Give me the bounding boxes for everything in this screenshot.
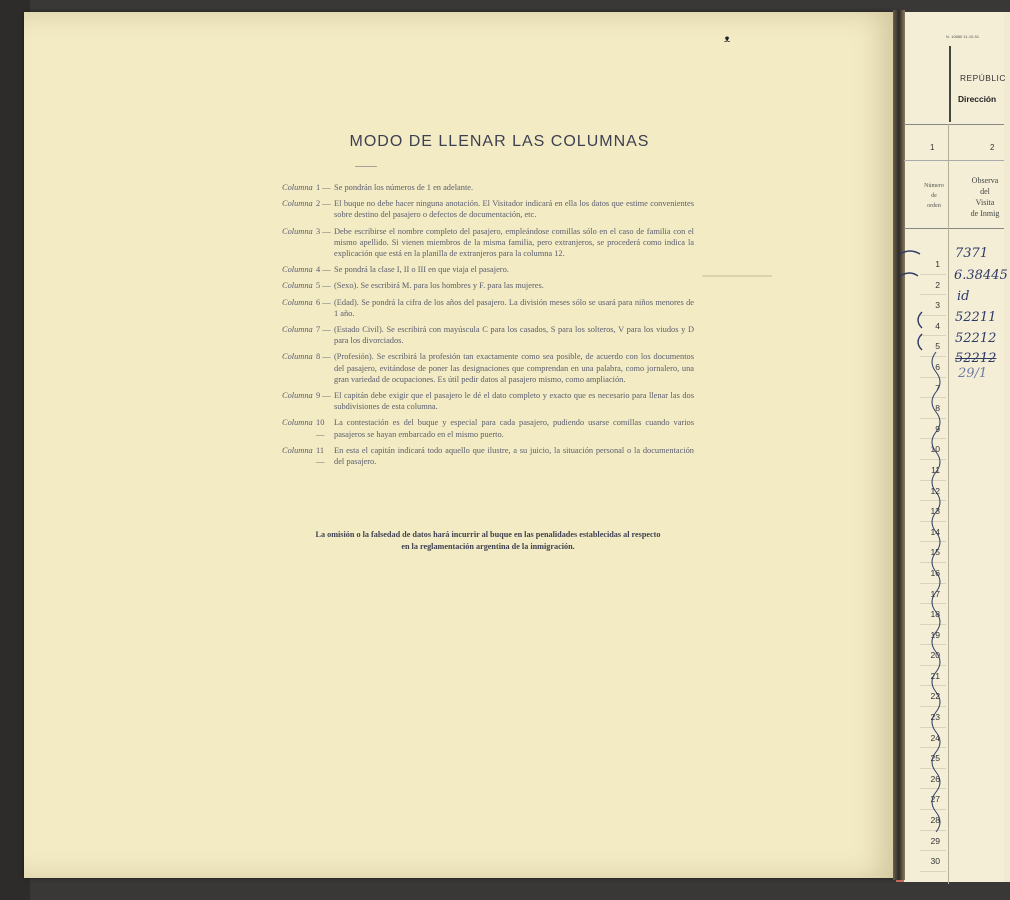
row-number: 1	[920, 254, 946, 275]
handwritten-marks	[896, 240, 956, 860]
header-word: del	[980, 187, 990, 196]
row-number: 25	[920, 748, 946, 769]
table-rule	[904, 160, 1004, 161]
column-label: Columna	[282, 418, 313, 428]
header-word: Observa	[971, 176, 999, 185]
direction-heading: Dirección	[958, 94, 997, 104]
instructions-list	[282, 182, 694, 472]
instruction-text: Se pondrán los números de 1 en adelante.	[334, 183, 474, 192]
ink-stroke	[932, 352, 940, 832]
column-label: Columna	[282, 325, 313, 335]
column-label: Columna	[282, 445, 313, 455]
column-number: 8 —	[316, 352, 331, 362]
row-number: 6	[920, 357, 946, 378]
row-number: 15	[920, 542, 946, 563]
row-number: 26	[920, 769, 946, 790]
column-label: Columna	[282, 352, 313, 362]
instruction-row	[282, 390, 694, 412]
column-number: 6 —	[316, 297, 331, 307]
row-number: 22	[920, 686, 946, 707]
row-number: 17	[920, 584, 946, 605]
row-number: 29	[920, 831, 946, 852]
penalty-notice-line-1: La omisión o la falsedad de datos hará incurrir al buque en las penalidades establecidas al respecto	[315, 530, 661, 539]
instruction-row	[282, 324, 694, 346]
column-number: 1 —	[316, 183, 331, 192]
penalty-notice	[290, 529, 686, 553]
row-number: 21	[920, 666, 946, 687]
page-title: MODO DE LLENAR LAS COLUMNAS	[349, 133, 650, 150]
instruction-row	[282, 226, 694, 260]
ink-stroke	[900, 273, 918, 276]
header-word: Visita	[975, 198, 995, 207]
column-number: 7 —	[316, 325, 331, 335]
ink-stroke	[918, 334, 922, 350]
row-number: 12	[920, 481, 946, 502]
row-number: 28	[920, 810, 946, 831]
instruction-text: (Profesión). Se escribirá la profesión tan exactamente como sea posible, de acuerdo con los documentos del pasajero, evitándose de poner las designaciones que comprendan en una palabra, como jornalero, una gran variedad de ocupaciones. Es útil pedir datos al pasajero mismo, como ampliación.	[334, 352, 694, 384]
row-number: 13	[920, 501, 946, 522]
instruction-row	[282, 445, 694, 467]
header-word: de Inmig	[970, 209, 1000, 218]
instruction-row	[282, 280, 694, 291]
instruction-row	[282, 182, 694, 193]
column-number-1: 1	[930, 143, 935, 152]
header-word: Número	[924, 183, 944, 189]
instruction-text: La contestación es del buque y especial para cada pasajero, pudiendo usarse comillas cuando varios pasajeros se hayan embarcado en el mismo puerto.	[334, 418, 694, 439]
instruction-row	[282, 297, 694, 319]
handwritten-entry: 52212	[955, 331, 997, 346]
row-number: 2	[920, 275, 946, 296]
column-label: Columna	[282, 183, 313, 192]
column-number: 3 —	[316, 226, 331, 236]
table-rule	[904, 124, 1004, 125]
column-label: Columna	[282, 226, 313, 236]
row-number: 9	[920, 419, 946, 440]
row-number: 10	[920, 439, 946, 460]
instruction-row	[282, 417, 694, 439]
row-number: 5	[920, 336, 946, 357]
handwritten-entry: 7371	[955, 246, 989, 261]
ink-stroke	[900, 251, 920, 254]
row-number: 14	[920, 522, 946, 543]
column-number-2: 2	[990, 143, 995, 152]
instruction-row	[282, 264, 694, 275]
column-number: 5 —	[316, 281, 331, 291]
observations-header	[960, 175, 1010, 219]
row-number: 20	[920, 645, 946, 666]
column-number: 4 —	[316, 265, 331, 275]
column-number: 10 —	[316, 418, 325, 439]
form-code: N. 10880 11-10-51	[946, 34, 980, 39]
instruction-text: Se pondrá la clase I, II o III en que viaja el pasajero.	[334, 265, 509, 275]
row-number: 23	[920, 707, 946, 728]
row-number: 30	[920, 851, 946, 872]
order-number-header	[919, 181, 949, 211]
header-divider	[949, 46, 951, 122]
row-number: 3	[920, 295, 946, 316]
row-number: 27	[920, 789, 946, 810]
column-number: 11 —	[316, 445, 325, 467]
penalty-notice-line-2: en la reglamentación argentina de la inmigración.	[401, 542, 575, 551]
republic-heading: REPÚBLIC	[960, 73, 1006, 83]
handwritten-entry: 52211	[955, 310, 997, 325]
row-number: 4	[920, 316, 946, 337]
column-label: Columna	[282, 297, 313, 307]
instruction-text: (Sexo). Se escribirá M. para los hombres y F. para las mujeres.	[334, 281, 544, 291]
instruction-text: Debe escribirse el nombre completo del pasajero, empleándose comillas sólo en el caso de familia con el mismo apellido. Si vienen miembros de la misma familia, pero extranjeros, se procederá como indica la explicación que está en la planilla de extranjeros para la columna 12.	[334, 226, 694, 259]
header-word: de	[931, 193, 937, 199]
column-label: Columna	[282, 265, 313, 275]
handwritten-entry: 6.38445	[954, 268, 1008, 283]
row-number: 18	[920, 604, 946, 625]
row-number: 24	[920, 728, 946, 749]
instruction-text: (Estado Civil). Se escribirá con mayúscula C para los casados, S para los solteros, V para los viudos y D para los divorciados.	[334, 325, 694, 346]
row-number: 8	[920, 398, 946, 419]
instruction-text: En esta el capitán indicará todo aquello que ilustre, a su juicio, la situación personal o la documentación del pasajero.	[334, 445, 694, 467]
column-number: 9 —	[316, 391, 331, 401]
row-number: 19	[920, 625, 946, 646]
instruction-text: (Edad). Se pondrá la cifra de los años del pasajero. La división meses sólo se usará para niños menores de 1 año.	[334, 297, 694, 318]
handwritten-entry: 52212	[955, 351, 997, 366]
column-label: Columna	[282, 391, 313, 401]
header-word: orden	[927, 203, 941, 209]
instruction-text: El capitán debe exigir que el pasajero le dé el dato completo y exacto que es necesario para llenar las dos subdivisiones de esta columna.	[334, 391, 694, 412]
instruction-row	[282, 351, 694, 385]
title-underline	[355, 166, 377, 167]
ink-mark: ᴥ	[724, 34, 731, 45]
instruction-text: El buque no debe hacer ninguna anotación. El Visitador indicará en ella los datos que estime convenientes sobre destino del pasajero o defectos de documentación, etc.	[334, 199, 694, 220]
column-number: 2 —	[316, 199, 331, 209]
row-number: 16	[920, 563, 946, 584]
row-number: 7	[920, 378, 946, 399]
ink-stroke	[918, 312, 922, 328]
paper-smudge	[702, 275, 772, 277]
table-rule	[904, 228, 1004, 229]
column-label: Columna	[282, 281, 313, 291]
column-label: Columna	[282, 199, 313, 209]
row-number: 11	[920, 460, 946, 481]
handwritten-entry: id	[957, 289, 970, 304]
handwritten-entry: 29/1	[958, 366, 988, 381]
instruction-row	[282, 198, 694, 220]
